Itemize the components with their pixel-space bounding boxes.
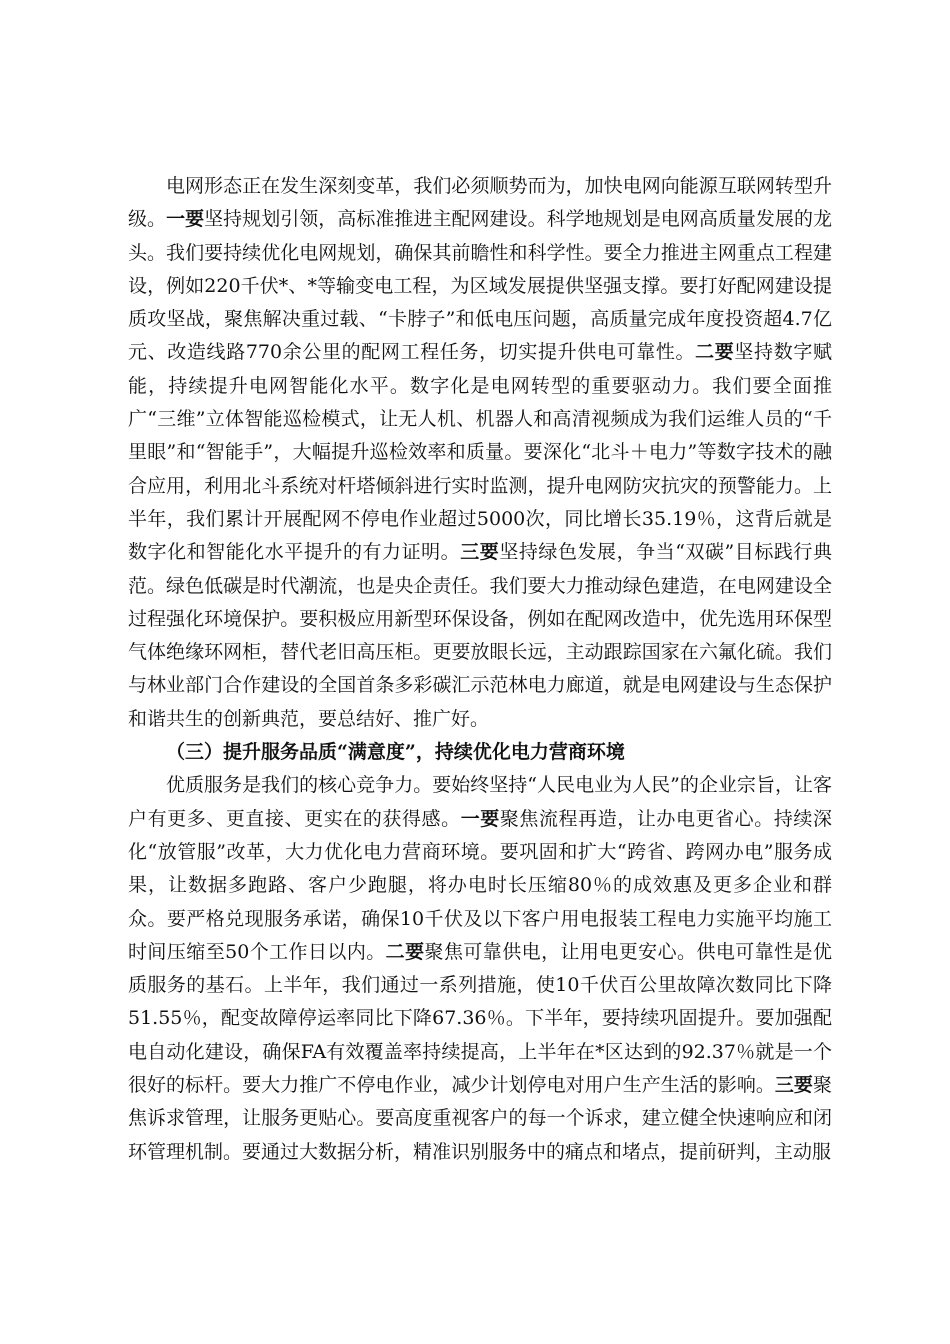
keyword-second: 二要 — [385, 940, 425, 963]
document-body — [128, 170, 832, 1169]
keyword-first: 一要 — [460, 807, 500, 830]
text-segment: 优质服务是我们的核心竞争力。要始终坚持“人民电业为人民”的企业宗旨，让客户有更多、更直接、更实在的获得感。 — [128, 774, 832, 830]
paragraph-grid-transformation — [128, 170, 832, 736]
keyword-third: 三要 — [774, 1074, 813, 1097]
keyword-third: 三要 — [460, 541, 500, 564]
text-segment: 坚持绿色发展，争当“双碳”目标践行典范。绿色低碳是时代潮流，也是央企责任。我们要大力推动绿色建造，在电网建设全过程强化环境保护。要积极应用新型环保设备，例如在配网改造中，优先选用环保型气体绝缘环网柜，替代老旧高压柜。更要放眼长远，主动跟踪国家在六氟化硫。我们与林业部门合作建设的全国首条多彩碳汇示范林电力廊道，就是电网建设与生态保护和谐共生的创新典范，要总结好、推广好。 — [128, 541, 832, 730]
text-segment: 聚焦诉求管理，让服务更贴心。要高度重视客户的每一个诉求，建立健全快速响应和闭环管理机制。要通过大数据分析，精准识别服务中的痛点和堵点，提前研判，主动服 — [128, 1074, 832, 1163]
keyword-first: 一要 — [166, 208, 205, 231]
section-heading: （三）提升服务品质“满意度”，持续优化电力营商环境 — [166, 741, 625, 764]
text-segment: 聚焦可靠供电，让用电更安心。供电可靠性是优质服务的基石。上半年，我们通过一系列措施，使10千伏百公里故障次数同比下降51.55％，配变故障停运率同比下降67.36％。下半年，要持续巩固提升。要加强配电自动化建设，确保FA有效覆盖率持续提高，上半年在*区达到的92.37％就是一个很好的标杆。要大力推广不停电作业，减少计划停电对用户生产生活的影响。 — [128, 940, 832, 1097]
paragraph-service-quality — [128, 769, 832, 1169]
text-segment: 坚持数字赋能，持续提升电网智能化水平。数字化是电网转型的重要驱动力。我们要全面推广“三维”立体智能巡检模式，让无人机、机器人和高清视频成为我们运维人员的“千里眼”和“智能手”，大幅提升巡检效率和质量。要深化“北斗＋电力”等数字技术的融合应用，利用北斗系统对杆塔倾斜进行实时监测，提升电网防灾抗灾的预警能力。上半年，我们累计开展配网不停电作业超过5000次，同比增长35.19％，这背后就是数字化和智能化水平提升的有力证明。 — [128, 341, 832, 564]
keyword-second: 二要 — [695, 341, 735, 364]
text-segment: 坚持规划引领，高标准推进主配网建设。科学地规划是电网高质量发展的龙头。我们要持续优化电网规划，确保其前瞻性和科学性。要全力推进主网重点工程建设，例如220千伏*、*等输变电工程，为区域发展提供坚强支撑。要打好配网建设提质攻坚战，聚焦解决重过载、“卡脖子”和低电压问题，高质量完成年度投资超4.7亿元、改造线路770余公里的配网工程任务，切实提升供电可靠性。 — [128, 208, 832, 364]
text-segment: 聚焦流程再造，让办电更省心。持续深化“放管服”改革，大力优化电力营商环境。要巩固和扩大“跨省、跨网办电”服务成果，让数据多跑路、客户少跑腿，将办电时长压缩80％的成效惠及更多企业和群众。要严格兑现服务承诺，确保10千伏及以下客户用电报装工程电力实施平均施工时间压缩至50个工作日以内。 — [128, 807, 832, 963]
text-segment: 电网形态正在发生深刻变革，我们必须顺势而为，加快电网向能源互联网转型升级。 — [128, 175, 832, 231]
